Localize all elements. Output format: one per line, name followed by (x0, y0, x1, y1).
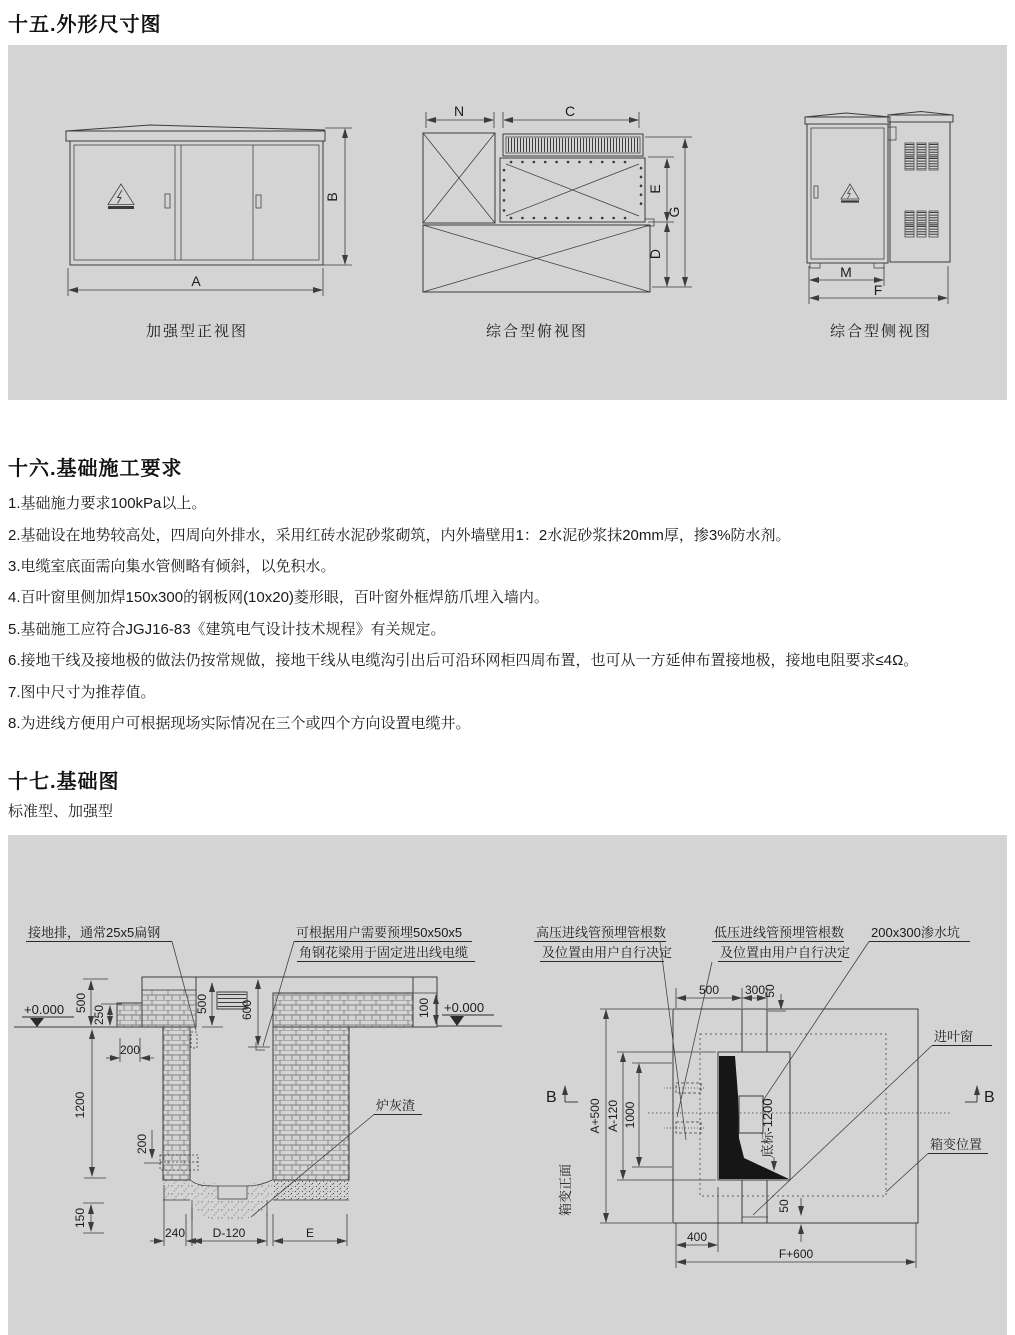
dim-label-d: D (647, 248, 663, 260)
seepage-pit-label: 200x300渗水坑 (871, 925, 960, 940)
drain-block (218, 1186, 247, 1199)
dim-d120: D-120 (212, 1226, 246, 1240)
foundation-cross-section (14, 925, 502, 1246)
dim-label-n: N (453, 103, 465, 119)
foundation-drawings-panel (8, 835, 1007, 1335)
requirement-item: 5.基础施工应符合JGJ16-83《建筑电气设计技术规程》有关规定。 (8, 620, 446, 638)
front-view-caption: 加强型正视图 (145, 323, 249, 340)
section17-subtitle: 标准型、加强型 (8, 803, 114, 820)
dimension-drawings (8, 45, 1007, 400)
door-handle (814, 186, 818, 198)
side-view-drawing (805, 112, 953, 341)
requirement-item: 4.百叶窗里侧加焊150x300的钢板网(10x20)菱形眼，百叶窗外框焊筋爪埋入墙内。 (8, 589, 549, 607)
warning-triangle-icon (108, 184, 134, 208)
box-position-label: 箱变位置 (930, 1137, 983, 1152)
construction-requirements-list (8, 487, 1008, 738)
dim-label-m: M (840, 264, 852, 280)
dimension-drawings-panel (8, 45, 1007, 400)
hv-pipes-label-line2: 及位置由用户自行决定 (542, 945, 673, 960)
embed-beam-label-line2: 角钢花梁用于固定进出线电缆 (299, 945, 469, 960)
dim-f600: F+600 (778, 1247, 814, 1261)
hv-pipe-embed (676, 1122, 701, 1133)
dim-240: 240 (164, 1226, 186, 1240)
svg-text:B: B (546, 1089, 557, 1106)
dim-label-b: B (324, 192, 340, 202)
dim-50-bottom: 50 (777, 1199, 791, 1213)
svg-text:B: B (984, 1089, 995, 1106)
section-b-marker-left (546, 1086, 578, 1106)
requirement-item: 8.为进线方便用户可根据现场实际情况在三个或四个方向设置电缆井。 (8, 714, 471, 732)
dim-500-left: 500 (74, 992, 88, 1014)
dim-e: E (305, 1226, 315, 1240)
bottom-elevation-label: 底标-1200 (760, 1098, 775, 1158)
dim-a120: A-120 (606, 1099, 620, 1133)
dim-1000: 1000 (623, 1101, 637, 1129)
ground-bus-top (191, 1032, 197, 1048)
requirement-item: 2.基础设在地势较高处，四周向外排水，采用红砖水泥砂浆砌筑，内外墙壁用1：2水泥砂浆抹20mm厚，掺3%防水剂。 (8, 526, 791, 544)
dim-1200: 1200 (73, 1091, 87, 1119)
requirement-item: 3.电缆室底面需向集水管侧略有倾斜，以免积水。 (8, 557, 336, 575)
door-handle (165, 194, 170, 208)
foundation-drawings (8, 835, 1007, 1335)
dim-label-a: A (191, 273, 201, 289)
hv-pipes-label-line1: 高压进线管预埋管根数 (536, 925, 667, 940)
dim-50-top: 50 (763, 984, 777, 998)
section17-title: 十七.基础图 (8, 771, 120, 793)
dim-label-e: E (647, 184, 663, 194)
dim-400: 400 (686, 1230, 708, 1244)
lv-pipes-label-line2: 及位置由用户自行决定 (720, 945, 851, 960)
dim-500: 500 (698, 983, 720, 997)
requirement-item: 7.图中尺寸为推荐值。 (8, 683, 156, 701)
elevation-mark-right (442, 1000, 494, 1026)
svg-text:+0.000: +0.000 (24, 1002, 65, 1017)
dim-label-c: C (564, 103, 576, 119)
vent-grilles (905, 143, 938, 237)
dim-200-step: 200 (119, 1043, 141, 1057)
dim-a500: A+500 (588, 1098, 602, 1134)
section16-title: 十六.基础施工要求 (8, 458, 183, 480)
dim-250: 250 (92, 1004, 106, 1026)
dim-500-mid: 500 (195, 993, 209, 1015)
side-view-caption: 综合型侧视图 (829, 323, 933, 340)
ground-bus-label: 接地排，通常25x5扁钢 (28, 925, 161, 940)
ash-fill (192, 1200, 268, 1220)
ash-label: 炉灰渣 (376, 1098, 416, 1113)
lv-pipes-label-line1: 低压进线管预埋管根数 (714, 925, 845, 940)
door-handle (256, 195, 261, 208)
cable-trench-shade (719, 1056, 789, 1179)
dim-150: 150 (73, 1207, 87, 1229)
box-front-label: 箱变正面 (558, 1163, 573, 1217)
dim-200-low: 200 (135, 1133, 149, 1155)
dim-600: 600 (240, 999, 254, 1021)
top-view-drawing (423, 103, 692, 340)
requirement-item: 1.基础施力要求100kPa以上。 (8, 495, 207, 513)
svg-text:+0.000: +0.000 (444, 1000, 485, 1015)
dim-100: 100 (417, 997, 431, 1019)
elevation-mark-left (22, 1002, 74, 1027)
section15-title: 十五.外形尺寸图 (8, 14, 162, 36)
requirement-item: 6.接地干线及接地极的做法仍按常规做，接地干线从电缆沟引出后可沿环网柜四周布置，也可从一方延伸布置接地极，接地电阻要求≤4Ω。 (8, 652, 919, 670)
section-b-marker-right (965, 1086, 995, 1106)
foundation-plan-view (534, 925, 995, 1268)
dim-300: 300 (744, 983, 766, 997)
top-view-caption: 综合型俯视图 (485, 323, 589, 340)
front-view-drawing (66, 125, 352, 340)
dim-label-g: G (666, 206, 682, 218)
embed-beam-label-line1: 可根据用户需要预埋50x50x5 (296, 925, 463, 940)
louver-window-label: 进叶窗 (934, 1029, 974, 1044)
dim-label-f: F (873, 282, 883, 298)
warning-triangle-icon (841, 184, 859, 202)
